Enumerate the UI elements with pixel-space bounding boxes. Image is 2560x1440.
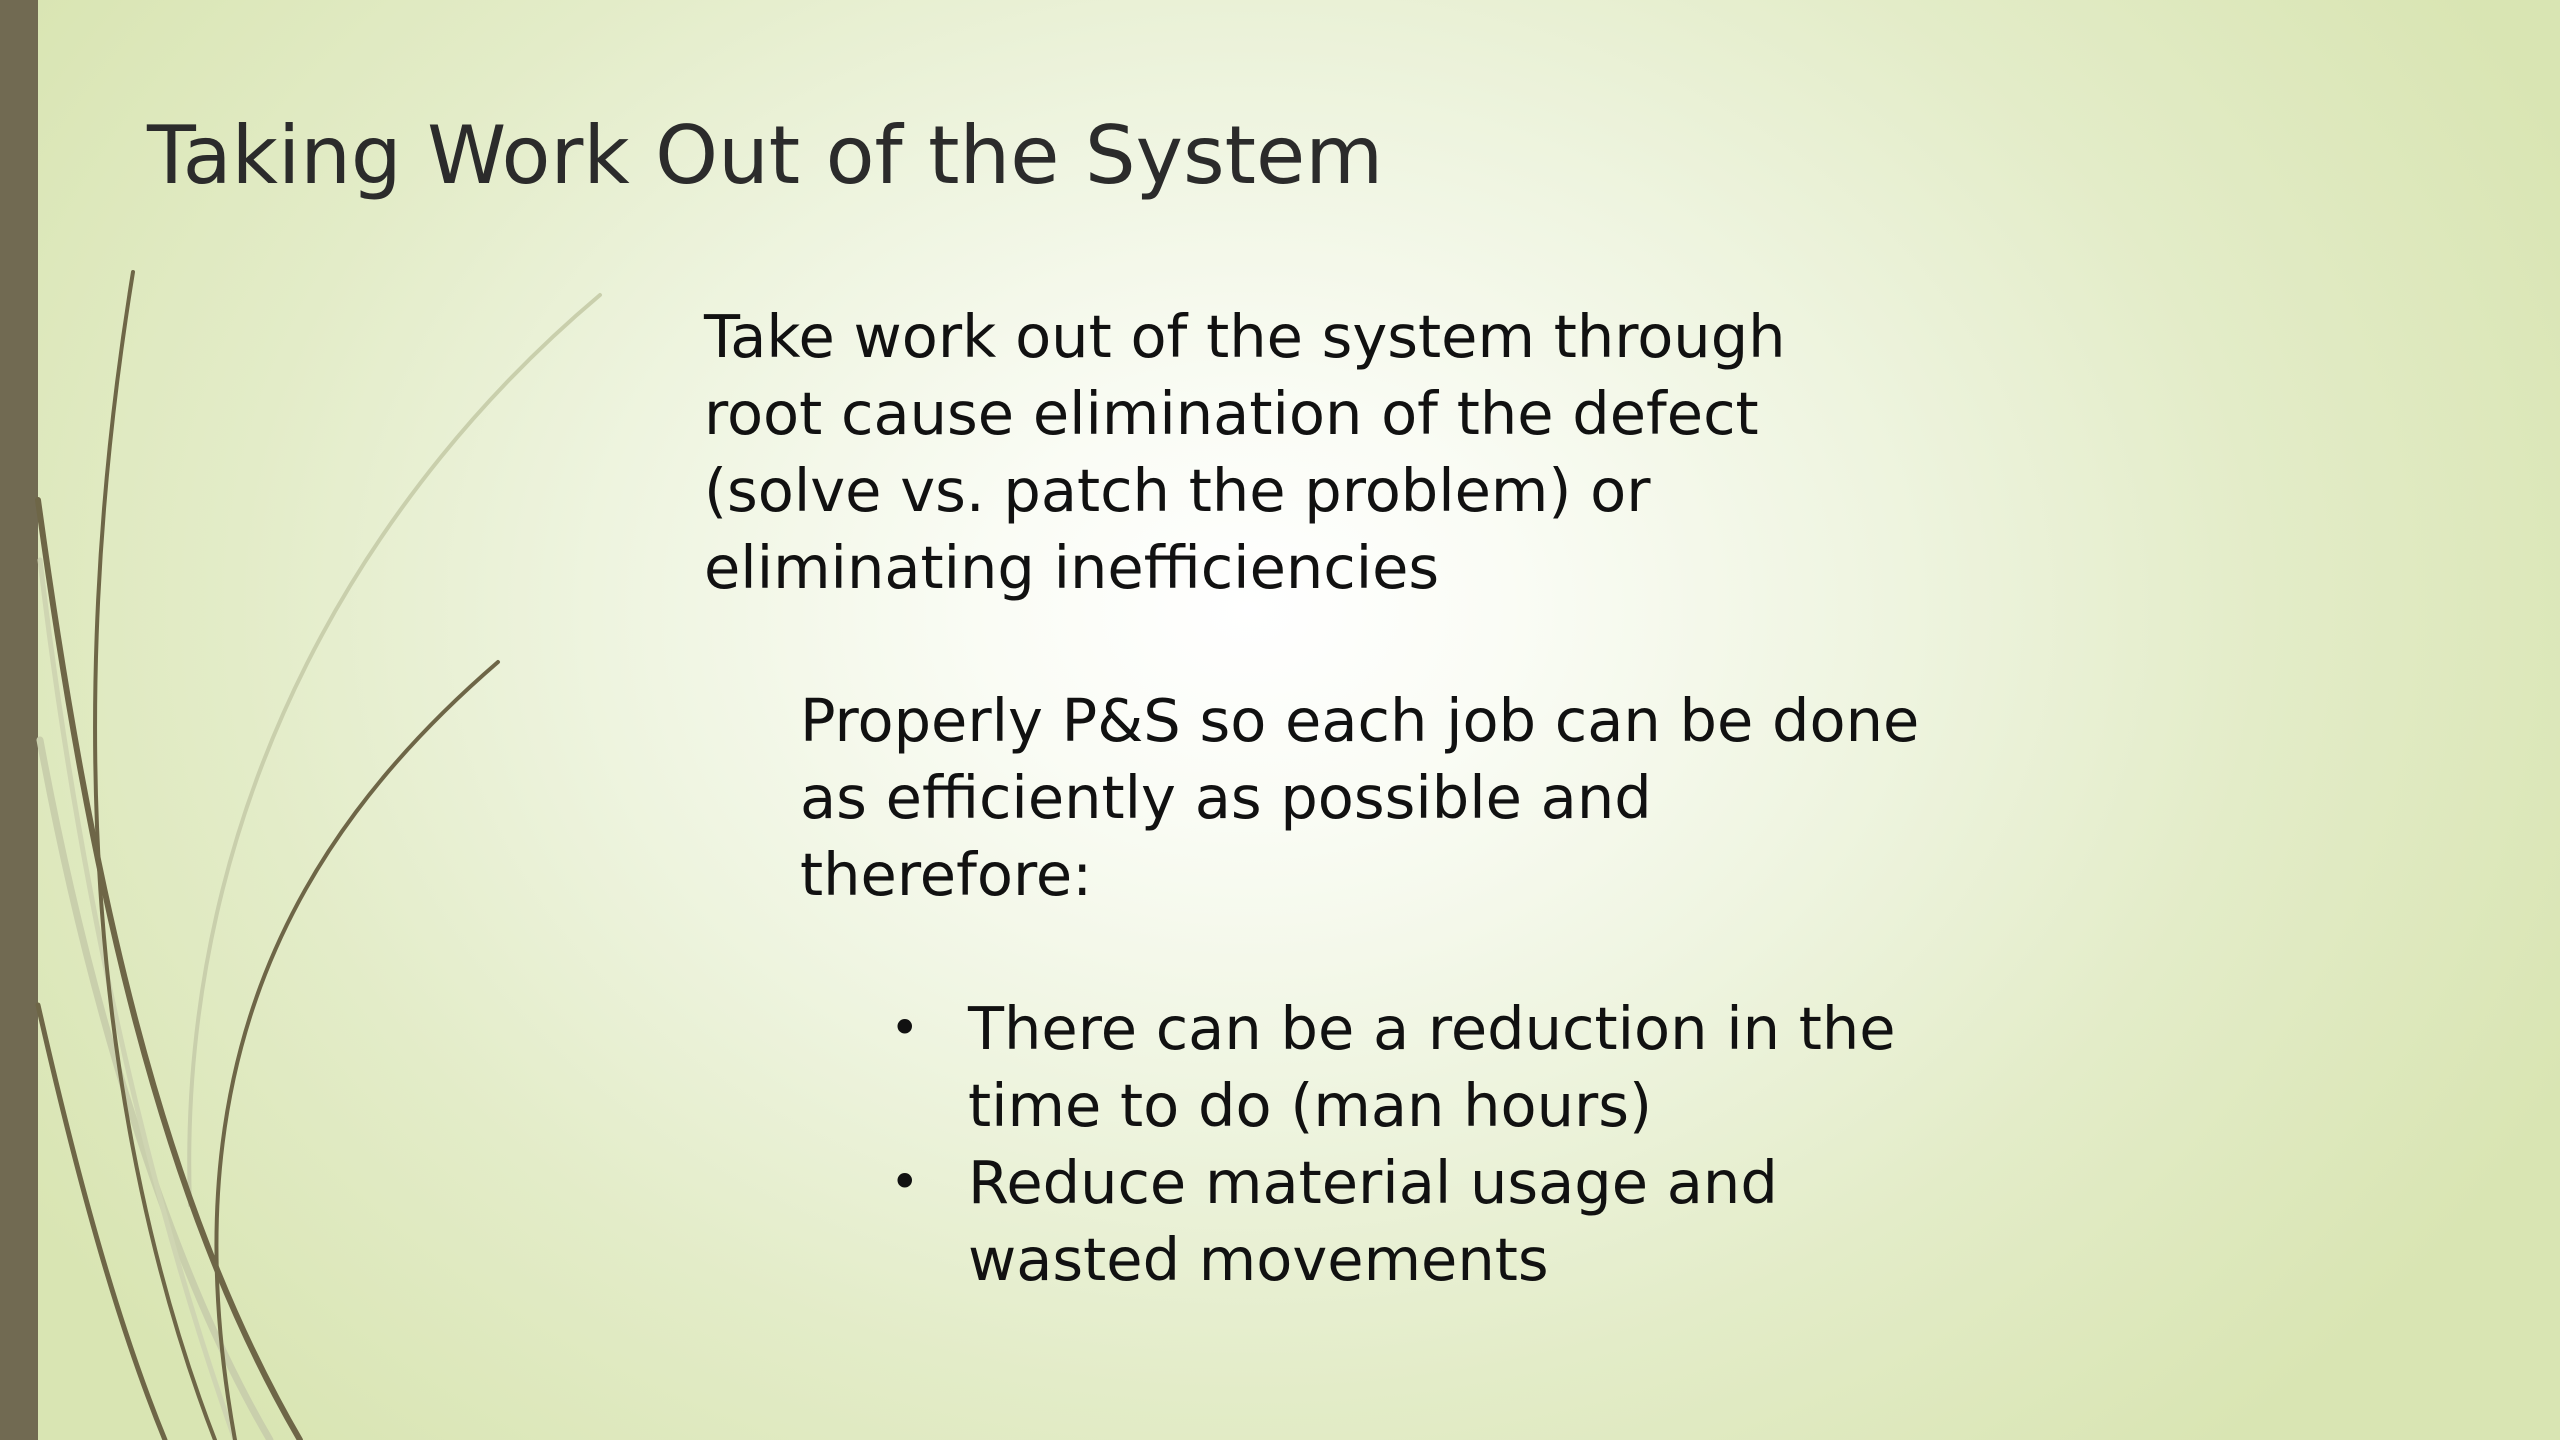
bullet-text-time-reduction: There can be a reduction in the time to do (man hours) xyxy=(968,994,1896,1140)
grass-stroke-dark-4 xyxy=(38,1005,165,1440)
bullet-text-material-usage: Reduce material usage and wasted movements xyxy=(968,1148,1778,1294)
slide-title: Taking Work Out of the System xyxy=(147,109,1384,202)
bullet-dot-icon: • xyxy=(890,1153,920,1211)
body-paragraph-root-cause: Take work out of the system through root cause elimination of the defect (solve vs. patch the problem) or eliminating inefficiencies xyxy=(704,302,1786,602)
grass-decoration xyxy=(0,0,620,1440)
grass-stroke-light-1 xyxy=(189,295,600,1205)
body-paragraph-planning: Properly P&S so each job can be done as efficiently as possible and therefore: xyxy=(800,686,1920,909)
grass-stroke-dark-1 xyxy=(95,272,215,1440)
bullet-item-material-usage xyxy=(890,1144,1950,1298)
bullet-item-time-reduction xyxy=(890,990,1950,1144)
benefit-bullet-list xyxy=(890,990,1950,1298)
bullet-dot-icon: • xyxy=(890,999,920,1057)
